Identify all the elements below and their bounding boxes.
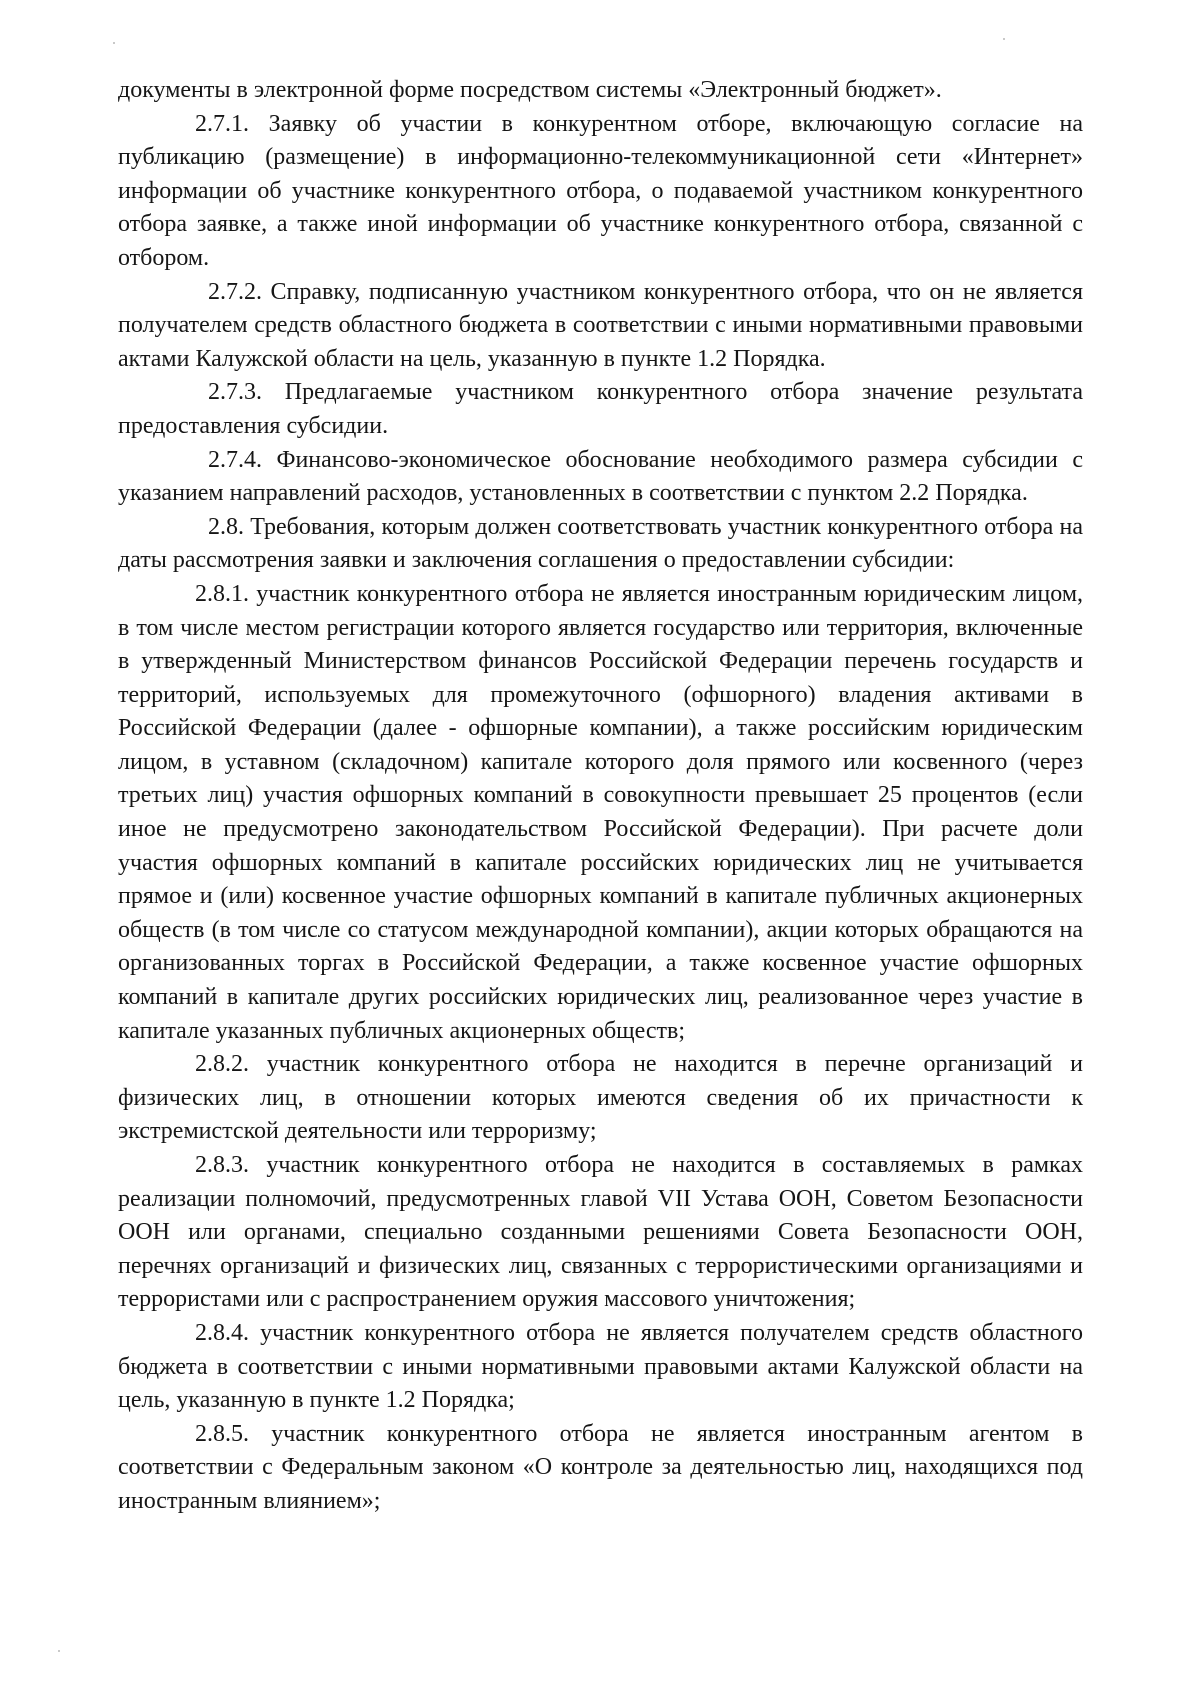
paragraph-2-7-4: 2.7.4. Финансово-экономическое обоснование необходимого размера субсидии с указанием направлений расходов, установленных в соответствии с пунктом 2.2 Порядка. xyxy=(118,446,1083,507)
paragraph-2-8: 2.8. Требования, которым должен соответствовать участник конкурентного отбора на даты рассмотрения заявки и заключения соглашения о предоставлении субсидии: xyxy=(118,513,1083,574)
paragraph-2-7-3: 2.7.3. Предлагаемые участником конкурентного отбора значение результата предоставления субсидии. xyxy=(118,379,1083,439)
document-page xyxy=(118,74,1083,1519)
scan-speck xyxy=(58,1650,60,1652)
paragraph-2-8-3: 2.8.3. участник конкурентного отбора не находится в составляемых в рамках реализации полномочий, предусмотренных главой VII Устава ООН, Советом Безопасности ООН или органами, специально созданными решениями Совета Безопасности ООН, перечнях организаций и физических лиц, связанных с террористическими организациями и террористами или с распространением оружия массового уничтожения; xyxy=(118,1152,1083,1313)
paragraph-2-8-1: 2.8.1. участник конкурентного отбора не является иностранным юридическим лицом, в том числе местом регистрации которого является государство или территория, включенные в утвержденный Министерством финансов Российской Федерации перечень государств и территорий, используемых для промежуточного (офшорного) владения активами в Российской Федерации (далее - офшорные компании), а также российским юридическим лицом, в уставном (складочном) капитале которого доля прямого или косвенного (через третьих лиц) участия офшорных компаний в совокупности превышает 25 процентов (если иное не предусмотрено законодательством Российской Федерации). При расчете доли участия офшорных компаний в капитале российских юридических лиц не учитывается прямое и (или) косвенное участие офшорных компаний в капитале публичных акционерных обществ (в том числе со статусом международной компании), акции которых обращаются на организованных торгах в Российской Федерации, а также косвенное участие офшорных компаний в капитале других российских юридических лиц, реализованное через участие в капитале указанных публичных акционерных обществ; xyxy=(118,580,1083,1044)
paragraph-intro: документы в электронной форме посредством системы «Электронный бюджет». xyxy=(118,77,942,103)
paragraph-2-8-2: 2.8.2. участник конкурентного отбора не находится в перечне организаций и физических лиц, в отношении которых имеются сведения об их причастности к экстремистской деятельности или терроризму; xyxy=(118,1051,1083,1145)
paragraph-2-8-4: 2.8.4. участник конкурентного отбора не является получателем средств областного бюджета в соответствии с иными нормативными правовыми актами Калужской области на цель, указанную в пункте 1.2 Порядка; xyxy=(118,1319,1083,1414)
paragraph-2-7-2: 2.7.2. Справку, подписанную участником конкурентного отбора, что он не является получателем средств областного бюджета в соответствии с иными нормативными правовыми актами Калужской области на цель, указанную в пункте 1.2 Порядка. xyxy=(118,278,1083,372)
paragraph-2-8-5: 2.8.5. участник конкурентного отбора не является иностранным агентом в соответствии с Федеральным законом «О контроле за деятельностью лиц, находящихся под иностранным влиянием»; xyxy=(118,1420,1083,1514)
scan-speck xyxy=(1003,38,1005,40)
scan-speck xyxy=(113,42,115,44)
paragraph-2-7-1: 2.7.1. Заявку об участии в конкурентном отборе, включающую согласие на публикацию (размещение) в информационно-телекоммуникационной сети «Интернет» информации об участнике конкурентного отбора, о подаваемой участником конкурентного отбора заявке, а также иной информации об участнике конкурентного отбора, связанной с отбором. xyxy=(118,110,1083,271)
